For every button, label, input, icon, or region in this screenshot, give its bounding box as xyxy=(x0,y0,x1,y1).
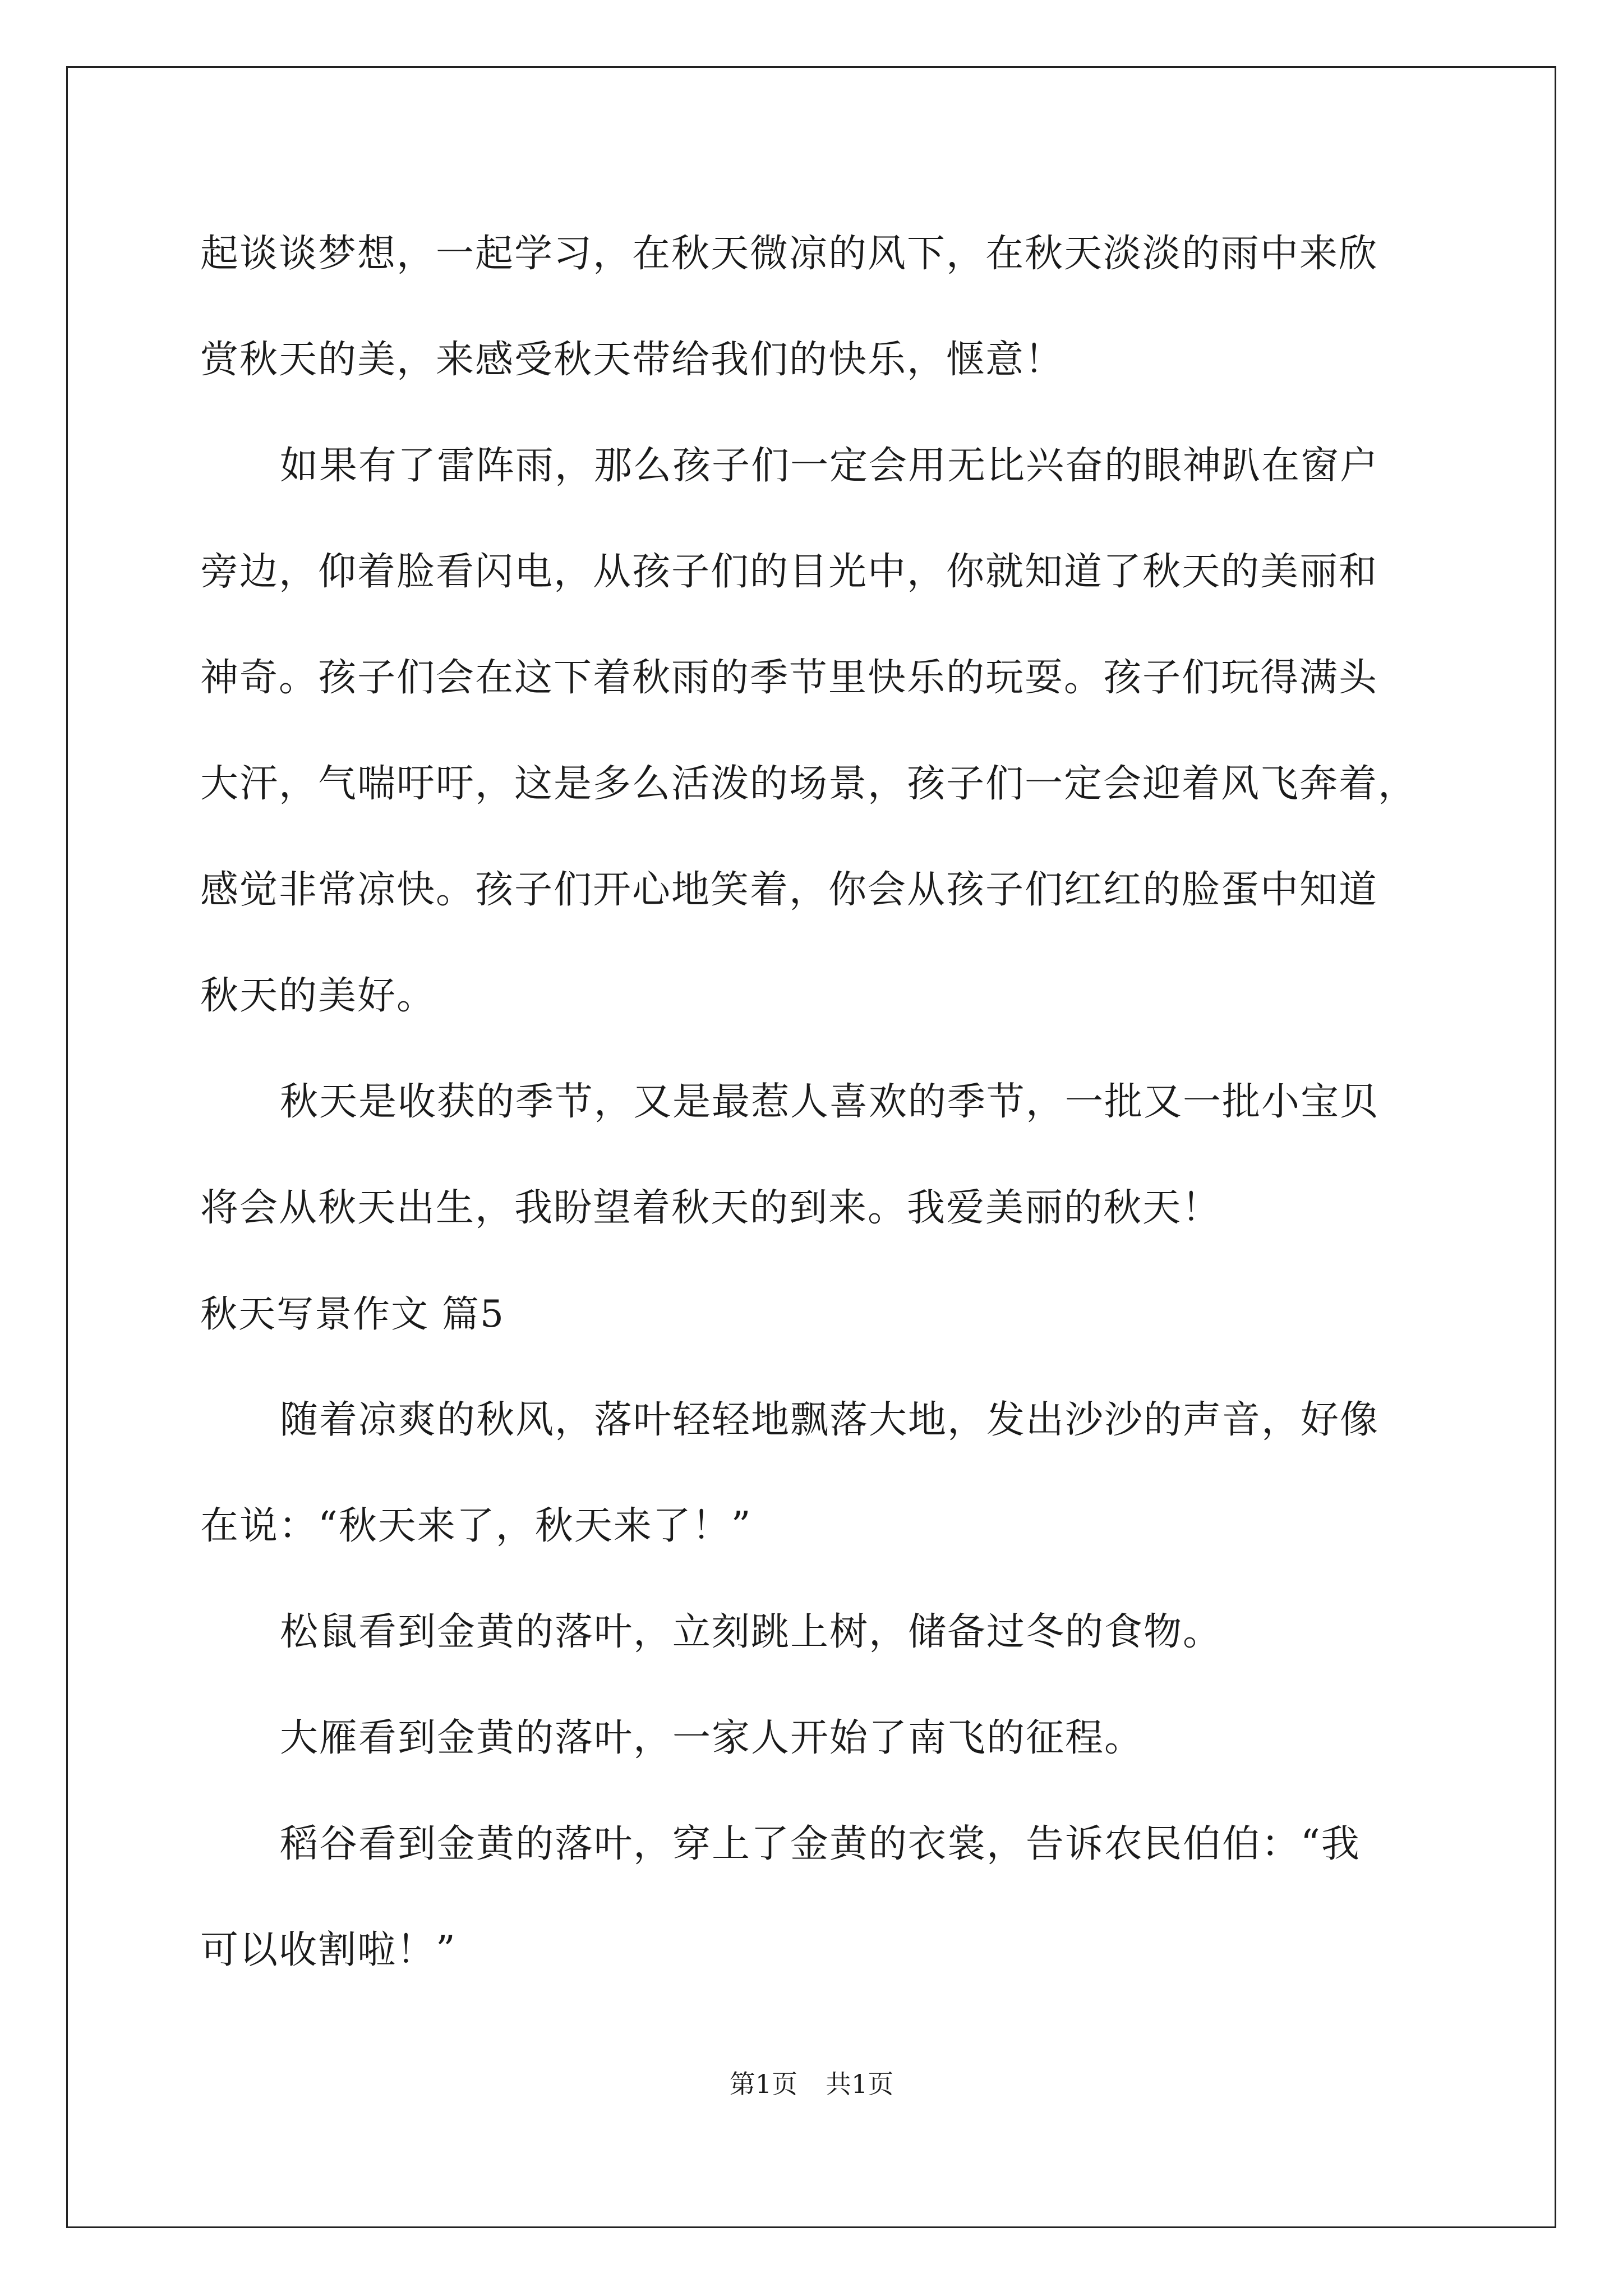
page-number-current: 第1页 xyxy=(729,2069,797,2099)
text-line: 可以收割啦！” xyxy=(200,1928,457,1972)
text-line: 大汗，气喘吁吁，这是多么活泼的场景，孩子们一定会迎着风飞奔着， xyxy=(200,762,1418,806)
document-body xyxy=(200,201,1434,2003)
text-line: 感觉非常凉快。孩子们开心地笑着，你会从孩子们红红的脸蛋中知道 xyxy=(200,868,1378,912)
page-footer xyxy=(0,2067,1623,2101)
paragraph-start-line: 稻谷看到金黄的落叶，穿上了金黄的衣裳，告诉农民伯伯：“我 xyxy=(280,1822,1361,1866)
text-line: 赏秋天的美，来感受秋天带给我们的快乐，惬意！ xyxy=(200,338,1064,382)
text-line: 起谈谈梦想，一起学习，在秋天微凉的风下，在秋天淡淡的雨中来欣 xyxy=(200,232,1378,276)
page-number-total: 共1页 xyxy=(826,2069,894,2099)
paragraph-start-line: 如果有了雷阵雨，那么孩子们一定会用无比兴奋的眼神趴在窗户 xyxy=(280,444,1380,488)
paragraph-start-line: 松鼠看到金黄的落叶，立刻跳上树，储备过冬的食物。 xyxy=(280,1610,1223,1654)
paragraph-start-line: 秋天是收获的季节，又是最惹人喜欢的季节，一批又一批小宝贝 xyxy=(280,1080,1380,1124)
paragraph-start-line: 随着凉爽的秋风，落叶轻轻地飘落大地，发出沙沙的声音，好像 xyxy=(280,1398,1380,1442)
text-line: 将会从秋天出生，我盼望着秋天的到来。我爱美丽的秋天！ xyxy=(200,1186,1221,1230)
text-line: 神奇。孩子们会在这下着秋雨的季节里快乐的玩耍。孩子们玩得满头 xyxy=(200,656,1378,700)
section-heading: 秋天写景作文 篇5 xyxy=(200,1292,505,1336)
text-line: 旁边，仰着脸看闪电，从孩子们的目光中，你就知道了秋天的美丽和 xyxy=(200,550,1378,594)
text-line: 秋天的美好。 xyxy=(200,974,436,1018)
paragraph-start-line: 大雁看到金黄的落叶，一家人开始了南飞的征程。 xyxy=(280,1716,1144,1760)
text-line: 在说：“秋天来了，秋天来了！” xyxy=(200,1504,752,1548)
